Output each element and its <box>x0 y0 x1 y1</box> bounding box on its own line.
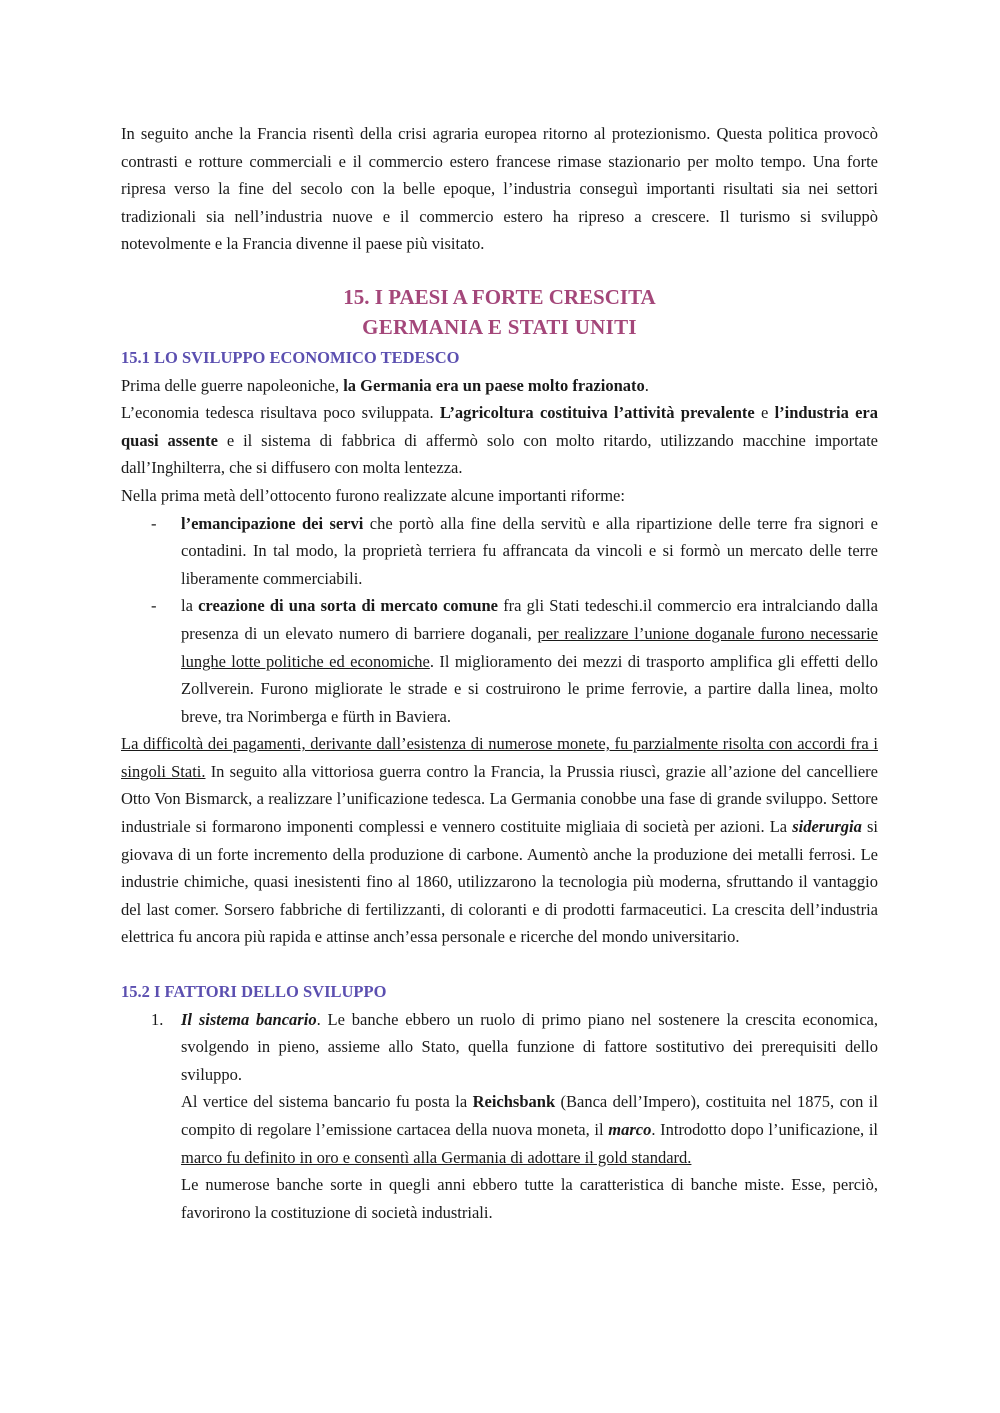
bold-italic-text: Il sistema bancario <box>181 1009 317 1029</box>
text-span: fra gli Stati tedeschi.il commercio era intralciando dalla presenza di un elevato numero di barriere doganali, <box>181 596 878 643</box>
paragraph-economy <box>121 399 878 482</box>
list-item <box>121 592 878 730</box>
text-span: In seguito alla vittoriosa guerra contro la Francia, la Prussia riuscì, grazie all’azione del cancelliere Otto Von Bismarck, a realizzare l’unificazione tedesca. La Germania conobbe una fase di grande sviluppo. Settore industriale si formarono imponenti complessi e vennero costituite migliaia di società per azioni. La <box>121 761 878 837</box>
section-heading-15-1: 15.1 LO SVILUPPO ECONOMICO TEDESCO <box>121 347 460 367</box>
text-span: la <box>181 596 199 616</box>
paragraph-reforms-intro: Nella prima metà dell’ottocento furono realizzate alcune importanti riforme: <box>121 485 625 505</box>
underlined-text: La difficoltà dei pagamenti, derivante dall’esistenza di numerose monete, fu parzialmente risolta con accordi fra i singoli Stati. <box>121 734 878 781</box>
list-item-text: Le numerose banche sorte in quegli anni ebbero tutte la caratteristica di banche miste. Esse, perciò, favorirono la costituzione di società industriali. <box>181 1175 878 1222</box>
chapter-subtitle: GERMANIA E STATI UNITI <box>362 314 637 339</box>
text-span: Al vertice del sistema bancario fu posta la <box>181 1092 473 1112</box>
bold-text: L’agricoltura costituiva l’attività prevalente <box>439 403 755 423</box>
list-item-text <box>181 1088 878 1171</box>
reforms-list <box>121 510 878 731</box>
factors-list <box>121 1006 878 1227</box>
bold-text: creazione di una sorta di mercato comune <box>198 596 499 616</box>
bold-text: l’industria era quasi assente <box>121 403 878 450</box>
text-span: (Banca dell’Impero), costituita nel 1875, con il compito di regolare l’emissione cartacea della nuova moneta, il <box>181 1092 878 1139</box>
text-span: e <box>754 403 775 423</box>
list-item <box>121 1006 878 1227</box>
text-span: . <box>644 375 649 395</box>
bold-italic-text: marco <box>608 1120 652 1139</box>
bold-text: Reichsbank <box>472 1092 556 1112</box>
bold-text: la Germania era un paese molto frazionato <box>343 375 645 395</box>
text-span: Prima delle guerre napoleoniche, <box>121 375 344 395</box>
list-marker: - <box>151 513 157 533</box>
bold-text: l’emancipazione dei servi <box>181 513 364 533</box>
list-item-text <box>181 1006 878 1089</box>
page-content <box>121 120 878 1226</box>
text-span: . Le banche ebbero un ruolo di primo piano nel sostenere la crescita economica, svolgendo in pieno, assieme allo Stato, quella funzione di fattore sostitutivo dei prerequisiti dello sviluppo. <box>181 1009 879 1084</box>
text-span: . Introdotto dopo l’unificazione, il <box>651 1120 878 1139</box>
text-span: che portò alla fine della servitù e alla ripartizione delle terre fra signori e contadini. In tal modo, la proprietà terriera fu affrancata da vincoli e si formò un mercato delle terre liberamente commerciabili. <box>181 513 878 588</box>
underlined-text: per realizzare l’unione doganale furono necessarie lunghe lotte politiche ed economiche <box>181 623 878 671</box>
text-span: e il sistema di fabbrica di affermò solo con molto ritardo, utilizzando macchine importate dall’Inghilterra, che si diffusero con molta lentezza. <box>121 430 878 478</box>
chapter-title: 15. I PAESI A FORTE CRESCITA <box>343 284 656 309</box>
paragraph-unification <box>121 730 878 951</box>
list-item-text <box>181 510 878 593</box>
list-item-text <box>181 592 878 730</box>
text-span: . Il miglioramento dei mezzi di trasporto amplifica gli effetti dello Zollverein. Furono migliorate le strade e si costruirono le prime ferrovie, a partire dalla linea, molto breve, tra Norimberga e fürth in Baviera. <box>181 651 878 726</box>
text-span: si giovava di un forte incremento della produzione di carbone. Aumentò anche la produzione dei metalli ferrosi. Le industrie chimiche, quasi inesistenti fino al 1860, utilizzarono la tecnologia più moderna, sfruttando il vantaggio del last comer. Sorsero fabbriche di fertilizzanti, di coloranti e di prodotti farmaceutici. La crescita dell’industria elettrica fu ancora più rapida e attinse anch’essa personale e ricerche del mondo universitario. <box>121 817 878 947</box>
text-span: L’economia tedesca risultava poco sviluppata. <box>121 403 440 423</box>
list-item <box>121 510 878 593</box>
section-heading-15-2: 15.2 I FATTORI DELLO SVILUPPO <box>121 982 387 1002</box>
underlined-text: marco fu definito in oro e consentì alla Germania di adottare il gold standard. <box>181 1147 692 1167</box>
paragraph-pre-napoleonic <box>121 372 878 400</box>
list-marker: - <box>151 596 157 616</box>
list-marker: 1. <box>151 1009 164 1029</box>
intro-paragraph: In seguito anche la Francia risentì della crisi agraria europea ritorno al protezionismo. Questa politica provocò contrasti e rotture commerciali e il commercio estero francese rimase stazionario per molto tempo. Una forte ripresa verso la fine del secolo con la belle epoque, l’industria conseguì importanti risultati sia nei settori tradizionali sia nell’industria nuove e il commercio estero ha ripreso a crescere. Il turismo si sviluppò notevolmente e la Francia divenne il paese più visitato. <box>121 124 878 254</box>
bold-italic-text: siderurgia <box>792 817 862 837</box>
